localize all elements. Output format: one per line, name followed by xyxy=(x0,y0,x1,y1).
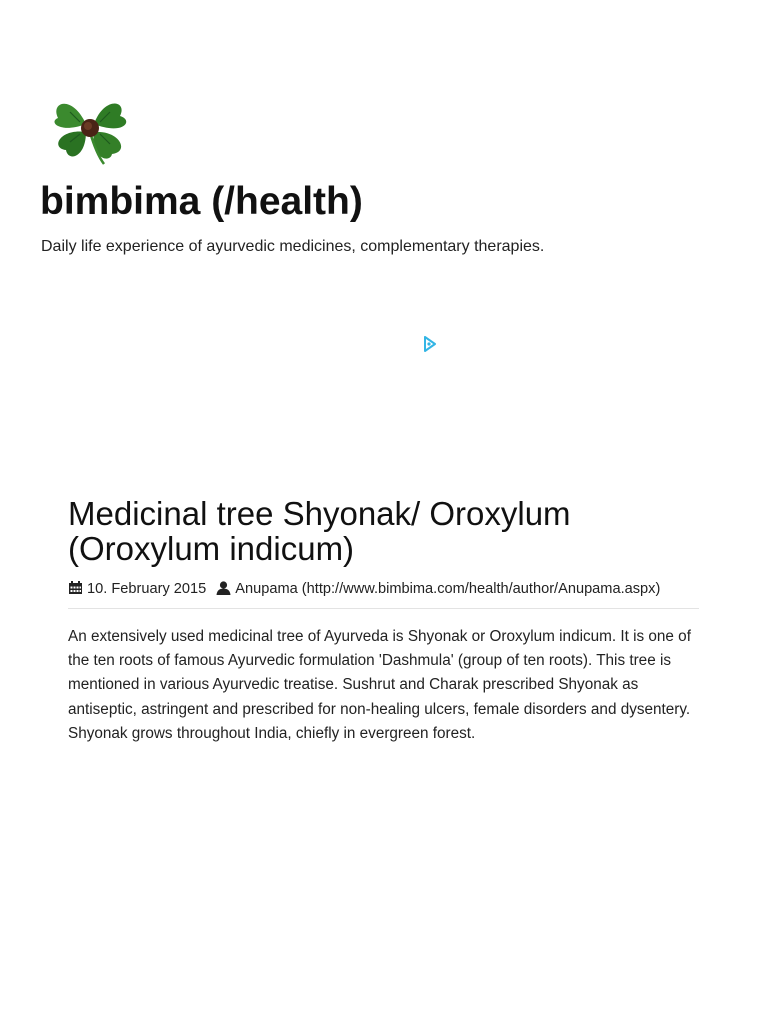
post-author-link[interactable]: Anupama (http://www.bimbima.com/health/author/Anupama.aspx) xyxy=(235,581,661,597)
blog-post xyxy=(68,496,699,746)
post-title[interactable]: Medicinal tree Shyonak/ Oroxylum (Oroxylum indicum) xyxy=(68,495,571,567)
post-body: An extensively used medicinal tree of Ayurveda is Shyonak or Oroxylum indicum. It is one of the ten roots of famous Ayurvedic formulation 'Dashmula' (group of ten roots). This tree is mentioned in various Ayurvedic treatise. Sushrut and Charak prescribed Shyonak as antiseptic, astringent and prescribed for non-healing ulcers, female disorders and dysentery. Shyonak grows throughout India, chiefly in evergreen forest. xyxy=(68,628,691,742)
site-title-link[interactable]: bimbima (/health) xyxy=(40,180,363,223)
post-meta xyxy=(68,578,699,609)
calendar-icon xyxy=(68,581,83,595)
post-date: 10. February 2015 xyxy=(87,581,207,597)
ad-choices-icon[interactable] xyxy=(423,336,437,352)
site-tagline: Daily life experience of ayurvedic medicines, complementary therapies. xyxy=(41,238,545,255)
four-leaf-clover-icon[interactable] xyxy=(42,94,140,166)
user-icon xyxy=(216,581,231,595)
